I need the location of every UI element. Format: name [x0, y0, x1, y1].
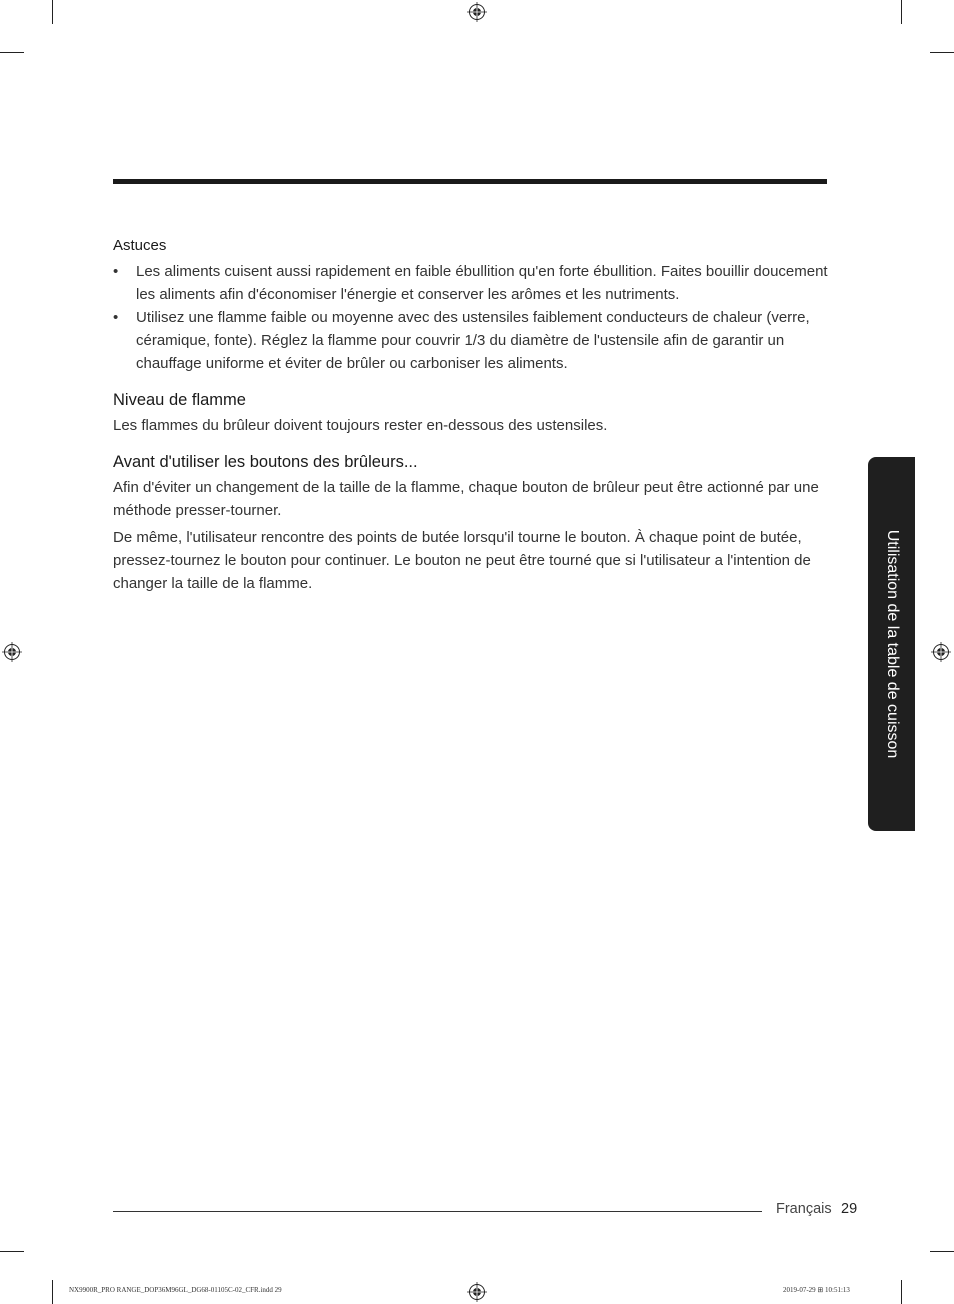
list-item: [113, 306, 829, 375]
chapter-side-tab: [868, 457, 915, 831]
print-slug-file: NX9900R_PRO RANGE_DOP36M96GL_DG68-01105C-02_CFR.indd 29: [69, 1286, 282, 1294]
crop-mark: [930, 52, 954, 53]
crop-mark: [52, 1280, 53, 1304]
registration-mark-icon: [467, 2, 487, 22]
header-rule: [113, 179, 827, 184]
tips-list: [113, 260, 829, 375]
bullet-icon: •: [113, 309, 119, 326]
crop-mark: [0, 1251, 24, 1252]
print-slug-datetime: 2019-07-29 ⊞ 10:51:13: [783, 1286, 850, 1294]
list-item-text: Utilisez une flamme faible ou moyenne avec des ustensiles faiblement conducteurs de chaleur (verre, céramique, fonte). Réglez la flamme pour couvrir 1/3 du diamètre de l'ustensile afin de garantir un chauffage uniforme et éviter de brûler ou carboniser les aliments.: [136, 309, 810, 372]
registration-mark-icon: [2, 642, 22, 662]
page-number: 29: [841, 1201, 858, 1217]
crop-mark: [901, 0, 902, 24]
page-content: [113, 236, 829, 595]
crop-mark: [0, 52, 24, 53]
flame-level-heading: Niveau de flamme: [113, 391, 246, 409]
before-buttons-paragraph: Afin d'éviter un changement de la taille de la flamme, chaque bouton de brûleur peut être actionné par une méthode presser-tourner.: [113, 479, 819, 519]
bullet-icon: •: [113, 263, 119, 280]
before-buttons-heading: Avant d'utiliser les boutons des brûleurs...: [113, 453, 418, 471]
list-item-text: Les aliments cuisent aussi rapidement en faible ébullition qu'en forte ébullition. Faites bouillir doucement les aliments afin d'économiser l'énergie et conserver les arômes et les nutriments.: [136, 263, 828, 303]
registration-mark-icon: [931, 642, 951, 662]
crop-mark: [52, 0, 53, 24]
tips-heading: Astuces: [113, 237, 167, 254]
before-buttons-paragraph: De même, l'utilisateur rencontre des points de butée lorsqu'il tourne le bouton. À chaque point de butée, pressez-tournez le bouton pour continuer. Le bouton ne peut être tourné que si l'utilisateur a l'intention de changer la taille de la flamme.: [113, 529, 811, 592]
flame-level-text: Les flammes du brûleur doivent toujours rester en-dessous des ustensiles.: [113, 417, 608, 434]
chapter-side-tab-label: Utilisation de la table de cuisson: [883, 529, 901, 759]
crop-mark: [930, 1251, 954, 1252]
list-item: [113, 260, 829, 306]
registration-mark-icon: [467, 1282, 487, 1302]
crop-mark: [901, 1280, 902, 1304]
footer-rule: [113, 1211, 762, 1212]
footer-language: Français: [776, 1201, 832, 1217]
